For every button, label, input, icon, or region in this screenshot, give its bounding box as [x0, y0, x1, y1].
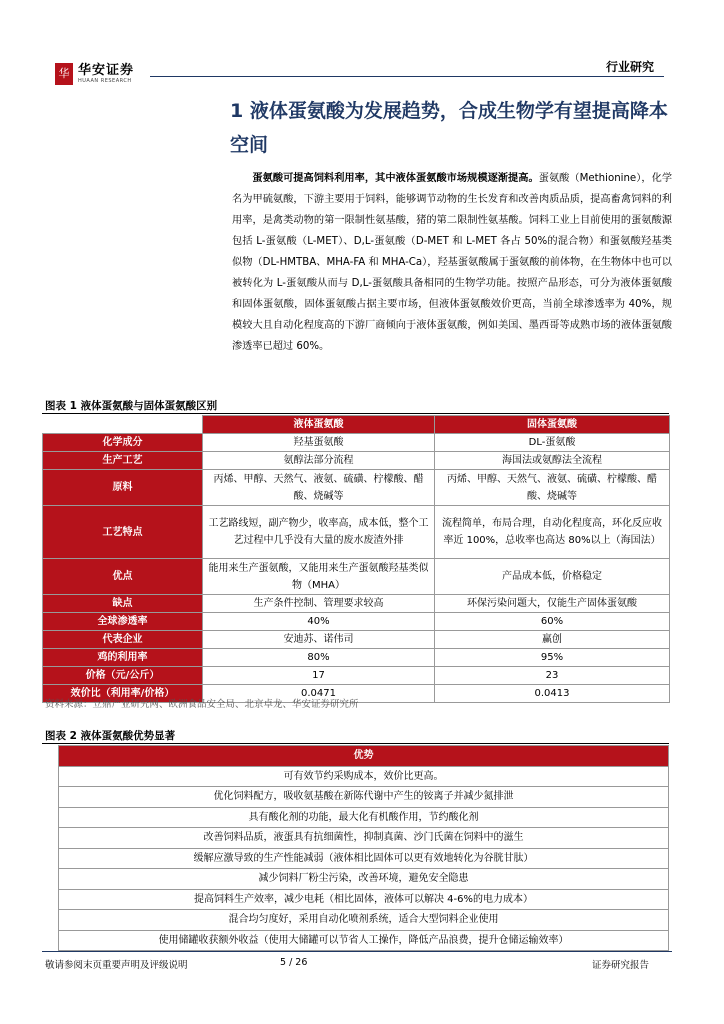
- advantages-header: 优势: [59, 746, 669, 767]
- advantages-table: [58, 745, 669, 951]
- solid-cell: 产品成本低，价格稳定: [435, 559, 670, 595]
- table-row: [43, 434, 670, 452]
- liquid-cell: 丙烯、甲醇、天然气、液氨、硫磺、柠檬酸、醋酸、烧碱等: [203, 470, 435, 506]
- row-label: 化学成分: [43, 434, 203, 452]
- table2-title: 图表 2 液体蛋氨酸优势显著: [45, 730, 176, 742]
- row-label: 代表企业: [43, 631, 203, 649]
- advantage-row: 优化饲料配方，吸收氨基酸在新陈代谢中产生的铵离子并减少氮排泄: [59, 787, 669, 808]
- solid-cell: 0.0413: [435, 685, 670, 703]
- row-label: 缺点: [43, 595, 203, 613]
- row-label: 生产工艺: [43, 452, 203, 470]
- advantage-row: 可有效节约采购成本，效价比更高。: [59, 766, 669, 787]
- liquid-cell: 40%: [203, 613, 435, 631]
- table-row: [43, 452, 670, 470]
- report-category: 行业研究: [605, 60, 654, 74]
- paragraph-lead: 蛋氨酸可提高饲料利用率，其中液体蛋氨酸市场规模逐渐提高。: [252, 173, 539, 184]
- row-label: 优点: [43, 559, 203, 595]
- liquid-cell: 工艺路线短，副产物少，收率高，成本低，整个工艺过程中几乎没有大量的废水废渣外排: [203, 506, 435, 559]
- table1-rule: [42, 413, 669, 414]
- body-paragraph: [232, 168, 672, 357]
- advantage-row: 使用储罐收获额外收益（使用大储罐可以节省人工操作，降低产品浪费，提升仓储运输效率）: [59, 930, 669, 951]
- advantage-row: 减少饲料厂粉尘污染，改善环境，避免安全隐患: [59, 869, 669, 890]
- solid-cell: 60%: [435, 613, 670, 631]
- solid-cell: 丙烯、甲醇、天然气、液氨、硫磺、柠檬酸、醋酸、烧碱等: [435, 470, 670, 506]
- paragraph-body: 蛋氨酸（Methionine），化学名为甲硫氨酸，下游主要用于饲料，能够调节动物的生长发育和改善肉质品质，提高畜禽饲料的利用率，是禽类动物的第一限制性氨基酸，猪的第二限制性氨基酸。饲料工业上目前使用的蛋氨酸源包括 L-蛋氨酸（L-MET）、D,L-蛋氨酸（D-MET 和 L-MET 各占 50%的混合物）和蛋氨酸羟基类似物（DL-HMTBA、MHA-FA 和 MHA-Ca），羟基蛋氨酸属于蛋氨酸的前体物，在生物体中也可以被转化为 L-蛋氨酸从而与 D,L-蛋氨酸具备相同的生物学功能。按照产品形态，可分为液体蛋氨酸和固体蛋氨酸，固体蛋氨酸占据主要市场，但液体蛋氨酸效价更高，当前全球渗透率为 40%，规模较大且自动化程度高的下游厂商倾向于液体蛋氨酸，例如美国、墨西哥等成熟市场的液体蛋氨酸渗透率已超过 60%。: [232, 173, 673, 352]
- advantage-row: 具有酸化剂的功能，最大化有机酸作用，节约酸化剂: [59, 807, 669, 828]
- solid-cell: 95%: [435, 649, 670, 667]
- row-label: 原料: [43, 470, 203, 506]
- liquid-cell: 羟基蛋氨酸: [203, 434, 435, 452]
- header-divider: [150, 76, 664, 77]
- solid-cell: 环保污染问题大，仅能生产固体蛋氨酸: [435, 595, 670, 613]
- advantage-row: 缓解应激导致的生产性能减弱（液体相比固体可以更有效地转化为谷胱甘肽）: [59, 848, 669, 869]
- solid-cell: 赢创: [435, 631, 670, 649]
- advantage-row: 混合均匀度好，采用自动化喷剂系统，适合大型饲料企业使用: [59, 910, 669, 931]
- liquid-cell: 生产条件控制、管理要求较高: [203, 595, 435, 613]
- liquid-cell: 氨醇法部分流程: [203, 452, 435, 470]
- footer-disclaimer: 敬请参阅末页重要声明及评级说明: [45, 960, 188, 971]
- table-header-row: [43, 416, 670, 434]
- solid-cell: DL-蛋氨酸: [435, 434, 670, 452]
- row-label: 价格（元/公斤）: [43, 667, 203, 685]
- table-row: [43, 559, 670, 595]
- liquid-cell: 80%: [203, 649, 435, 667]
- advantage-row: 改善饲料品质，液蛋具有抗细菌性，抑制真菌、沙门氏菌在饲料中的滋生: [59, 828, 669, 849]
- liquid-cell: 0.0471: [203, 685, 435, 703]
- footer-divider: [42, 951, 672, 952]
- liquid-cell: 17: [203, 667, 435, 685]
- solid-cell: 流程简单，布局合理，自动化程度高，环化反应收率近 100%，总收率也高达 80%以上（海国法）: [435, 506, 670, 559]
- advantage-row: 提高饲料生产效率，减少电耗（相比固体，液体可以解决 4-6%的电力成本）: [59, 889, 669, 910]
- liquid-cell: 能用来生产蛋氨酸，又能用来生产蛋氨酸羟基类似物（MHA）: [203, 559, 435, 595]
- table2-rule: [42, 743, 669, 744]
- row-label: 工艺特点: [43, 506, 203, 559]
- row-label: 鸡的利用率: [43, 649, 203, 667]
- solid-cell: 海国法或氨醇法全流程: [435, 452, 670, 470]
- col-header-liquid: 液体蛋氨酸: [203, 416, 435, 434]
- logo-english: HUAAN RESEARCH: [78, 77, 132, 84]
- table-row: [43, 506, 670, 559]
- solid-cell: 23: [435, 667, 670, 685]
- logo-name: 华安证券: [78, 62, 135, 78]
- row-label: 效价比（利用率/价格）: [43, 685, 203, 703]
- table-row: [43, 649, 670, 667]
- table-row: [43, 470, 670, 506]
- row-label: 全球渗透率: [43, 613, 203, 631]
- logo-mark-icon: 华: [55, 63, 73, 85]
- table-row: [43, 667, 670, 685]
- comparison-table: [42, 415, 670, 703]
- table1-source: 资料来源：立鼎产业研究网、欧洲食品安全局、北京卓龙、华安证券研究所: [45, 699, 359, 710]
- table-row: [43, 595, 670, 613]
- table1-title: 图表 1 液体蛋氨酸与固体蛋氨酸区别: [45, 400, 218, 412]
- liquid-cell: 安迪苏、诺伟司: [203, 631, 435, 649]
- page-number: 5 / 26: [280, 957, 308, 968]
- company-logo: [55, 62, 134, 86]
- table-row: [43, 631, 670, 649]
- table-row: [43, 613, 670, 631]
- section-title: 1 液体蛋氨酸为发展趋势，合成生物学有望提高降本空间: [230, 100, 668, 156]
- report-type: 证券研究报告: [591, 960, 649, 971]
- col-header-solid: 固体蛋氨酸: [435, 416, 670, 434]
